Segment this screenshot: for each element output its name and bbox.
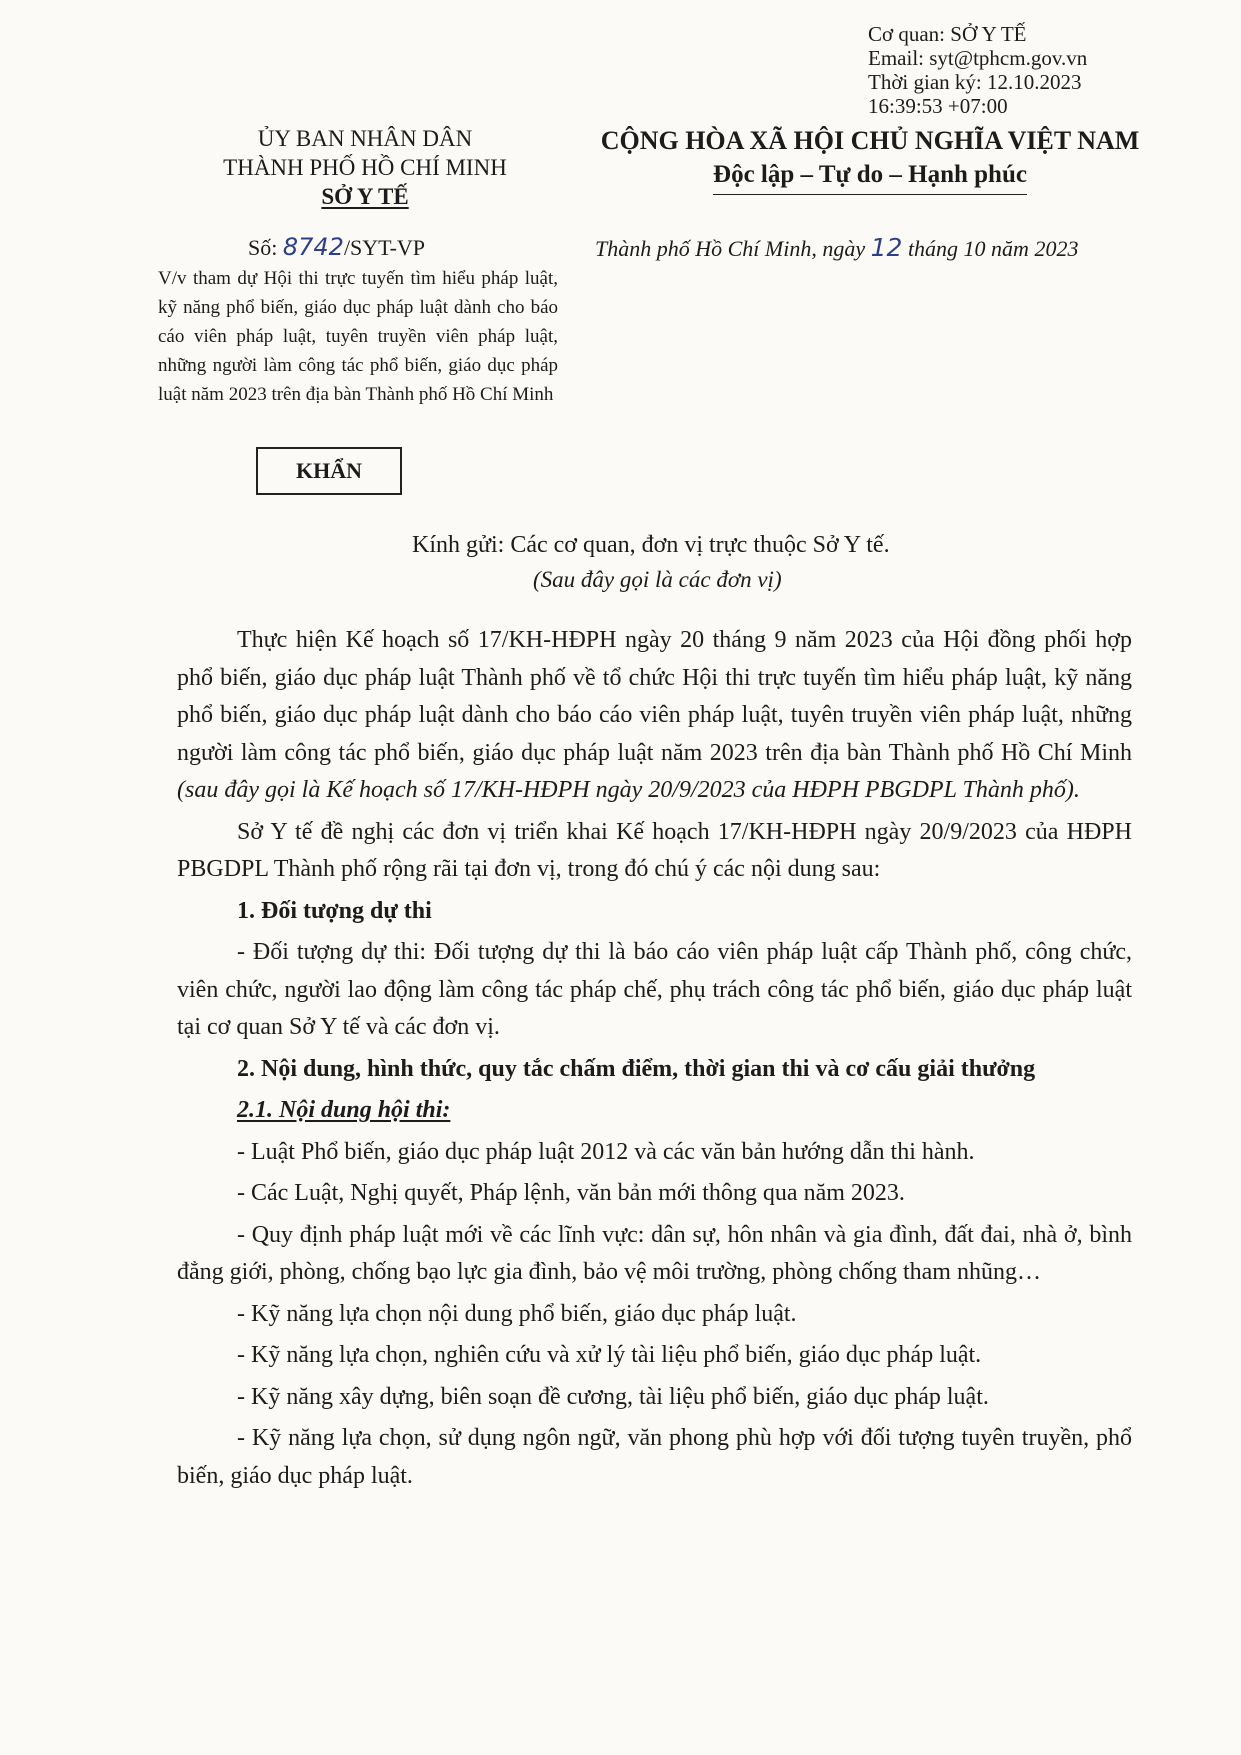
issuing-authority-header xyxy=(160,124,570,211)
p1-italic-note: (sau đây gọi là Kế hoạch số 17/KH-HĐPH ngày 20/9/2023 của HĐPH PBGDPL Thành phố). xyxy=(177,777,1080,803)
body-paragraph-1 xyxy=(177,622,1132,810)
section-heading-1: 1. Đối tượng dự thi xyxy=(237,897,432,924)
body-paragraph-3: - Đối tượng dự thi: Đối tượng dự thi là báo cáo viên pháp luật cấp Thành phố, công chức, viên chức, người lao động làm công tác pháp chế, phụ trách công tác phổ biến, giáo dục pháp luật tại cơ quan Sở Y tế và các đơn vị. xyxy=(177,939,1132,1040)
subsection-heading-2-1: 2.1. Nội dung hội thi: xyxy=(237,1097,451,1123)
digital-signature-block xyxy=(868,22,1087,118)
doc-number-prefix: Số: xyxy=(248,235,283,260)
recipient-note: (Sau đây gọi là các đơn vị) xyxy=(533,567,782,592)
doc-number-suffix: /SYT-VP xyxy=(343,235,426,260)
authority-line-1: ỦY BAN NHÂN DÂN xyxy=(257,126,473,151)
national-motto: Độc lập – Tự do – Hạnh phúc xyxy=(713,158,1027,195)
section-heading-2: 2. Nội dung, hình thức, quy tắc chấm điểm, thời gian thi và cơ cấu giải thưởng xyxy=(237,1055,1036,1082)
signature-agency: Cơ quan: SỞ Y TẾ xyxy=(868,22,1027,46)
document-subject: V/v tham dự Hội thi trực tuyến tìm hiểu pháp luật, kỹ năng phổ biến, giáo dục pháp luật dành cho báo cáo viên pháp luật, tuyên truyền viên pháp luật, những người làm công tác phổ biến, giáo dục pháp luật năm 2023 trên địa bàn Thành phố Hồ Chí Minh xyxy=(158,268,558,405)
content-item: - Kỹ năng lựa chọn, nghiên cứu và xử lý tài liệu phổ biến, giáo dục pháp luật. xyxy=(237,1342,982,1368)
authority-line-2: THÀNH PHỐ HỒ CHÍ MINH xyxy=(223,155,507,180)
content-item: - Quy định pháp luật mới về các lĩnh vực: dân sự, hôn nhân và gia đình, đất đai, nhà ở, bình đẳng giới, phòng, chống bạo lực gia đình, bảo vệ môi trường, phòng chống tham nhũng… xyxy=(177,1221,1132,1285)
place-date-before: Thành phố Hồ Chí Minh, ngày xyxy=(595,236,871,261)
national-header xyxy=(585,124,1155,195)
signature-time: Thời gian ký: 12.10.2023 xyxy=(868,70,1082,94)
department-name: SỞ Y TẾ xyxy=(321,184,409,209)
signature-clock: 16:39:53 +07:00 xyxy=(868,94,1008,118)
place-date-after: tháng 10 năm 2023 xyxy=(902,236,1079,261)
place-and-date xyxy=(595,233,1078,262)
document-number xyxy=(248,233,425,261)
urgent-label: KHẨN xyxy=(296,458,362,483)
country-name: CỘNG HÒA XÃ HỘI CHỦ NGHĨA VIỆT NAM xyxy=(600,126,1140,155)
signature-email: Email: syt@tphcm.gov.vn xyxy=(868,46,1088,70)
content-item: - Kỹ năng lựa chọn, sử dụng ngôn ngữ, văn phong phù hợp với đối tượng tuyên truyền, phổ biến, giáo dục pháp luật. xyxy=(177,1425,1132,1489)
date-day-handwritten: 12 xyxy=(870,233,903,262)
content-item: - Kỹ năng xây dựng, biên soạn đề cương, tài liệu phổ biến, giáo dục pháp luật. xyxy=(237,1383,989,1410)
p1-text: Thực hiện Kế hoạch số 17/KH-HĐPH ngày 20 tháng 9 năm 2023 của Hội đồng phối hợp phổ biến, giáo dục pháp luật Thành phố về tổ chức Hội thi trực tuyến tìm hiểu pháp luật, kỹ năng phổ biến, giáo dục pháp luật dành cho báo cáo viên pháp luật, tuyên truyền viên pháp luật, những người làm công tác phổ biến, giáo dục pháp luật năm 2023 trên địa bàn Thành phố Hồ Chí Minh xyxy=(177,627,1132,766)
content-item: - Luật Phổ biến, giáo dục pháp luật 2012 và các văn bản hướng dẫn thi hành. xyxy=(237,1138,975,1165)
document-body xyxy=(177,622,1132,1495)
body-paragraph-2: Sở Y tế đề nghị các đơn vị triển khai Kế hoạch 17/KH-HĐPH ngày 20/9/2023 của HĐPH PBGDPL Thành phố rộng rãi tại đơn vị, trong đó chú ý các nội dung sau: xyxy=(177,818,1132,882)
doc-number-handwritten: 8742 xyxy=(282,233,344,261)
urgent-stamp-box xyxy=(256,447,402,495)
content-item: - Kỹ năng lựa chọn nội dung phổ biến, giáo dục pháp luật. xyxy=(237,1300,797,1327)
recipient-line: Kính gửi: Các cơ quan, đơn vị trực thuộc Sở Y tế. xyxy=(412,532,890,558)
content-item: - Các Luật, Nghị quyết, Pháp lệnh, văn bản mới thông qua năm 2023. xyxy=(237,1180,905,1206)
